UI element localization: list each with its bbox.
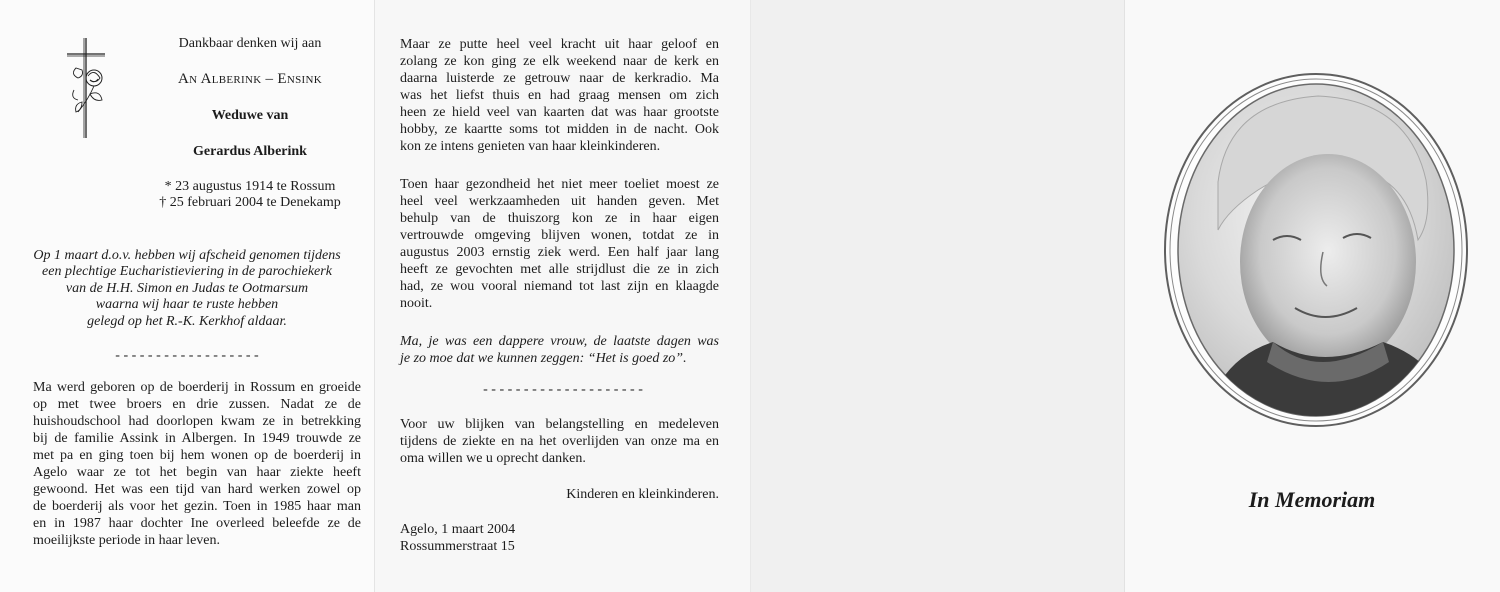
quote-line: je zo moe dat we kunnen zeggen: “Het is goed zo”. bbox=[400, 351, 687, 366]
funeral-line: een plechtige Eucharistieviering in de parochiekerk bbox=[42, 264, 332, 279]
text-line: daarna luisterde ze getrouw naar de kerkradio. Ma bbox=[400, 71, 719, 86]
thanks-line: Voor uw blijken van belangstelling en medeleven bbox=[400, 417, 719, 432]
bio-line: Ma werd geboren op de boerderij in Rossum en groeide bbox=[33, 380, 361, 395]
card-panel-left bbox=[0, 0, 374, 592]
bio-line: Agelo waar ze tot het begin van haar ziekte heeft bbox=[33, 465, 361, 480]
funeral-line: van de H.H. Simon en Judas te Ootmarsum bbox=[65, 281, 309, 296]
birth-line: * 23 augustus 1914 te Rossum bbox=[164, 179, 336, 194]
cover-title: In Memoriam bbox=[1248, 487, 1376, 512]
funeral-line: waarna wij haar te ruste hebben bbox=[95, 297, 279, 312]
text-line: kon ze intens genieten van haar kleinkinderen. bbox=[400, 139, 661, 154]
place-date: Agelo, 1 maart 2004 bbox=[400, 522, 516, 537]
text-line: Maar ze putte heel veel kracht uit haar geloof en bbox=[400, 37, 719, 52]
text-line: nooit. bbox=[400, 296, 433, 311]
divider: - - - - - - - - - - - - - - - - - - - - bbox=[483, 382, 643, 397]
thanks-line: tijdens de ziekte en na het overlijden van onze ma en bbox=[400, 434, 719, 449]
signature: Kinderen en kleinkinderen. bbox=[566, 487, 719, 502]
text-line: hobby, ze kaartte soms tot midden in de nacht. Ook bbox=[400, 122, 719, 137]
quote-line: Ma, je was een dappere vrouw, de laatste dagen was bbox=[400, 334, 719, 349]
bio-line: moeilijkste periode in haar leven. bbox=[33, 533, 220, 548]
text-line: zolang ze kon ging ze elk weekend naar de kerk en bbox=[400, 54, 719, 69]
text-line: heeft ze gevochten met alle strijdlust die ze in zich bbox=[400, 262, 719, 277]
text-line: vertrouwde omgeving blijven wonen, totdat ze in bbox=[400, 228, 719, 243]
divider: - - - - - - - - - - - - - - - - - - bbox=[115, 348, 259, 363]
text-line: behulp van de thuiszorg kon ze in haar eigen bbox=[400, 211, 719, 226]
biography-paragraph bbox=[33, 379, 361, 549]
deceased-name: An Alberink – Ensink bbox=[178, 71, 322, 87]
card-panel-middle bbox=[374, 0, 750, 592]
thanks-line: oma willen we u oprecht danken. bbox=[400, 451, 586, 466]
intro-line: Dankbaar denken wij aan bbox=[178, 36, 322, 51]
bio-line: en in 1987 haar dochter Ine overleed beleefde ze de bbox=[33, 516, 361, 531]
text-line: augustus 2003 ernstig ziek werd. Een half jaar lang bbox=[400, 245, 719, 260]
text-line: was het liefst thuis en had graag mensen om zich bbox=[400, 88, 719, 103]
funeral-line: gelegd op het R.-K. Kerkhof aldaar. bbox=[87, 314, 287, 329]
death-line: † 25 februari 2004 te Denekamp bbox=[159, 195, 341, 210]
portrait-photo bbox=[1163, 72, 1469, 428]
text-line: had, ze wou vooral niemand tot last zijn en klaagde bbox=[400, 279, 719, 294]
text-line: heen ze hield veel van kaarten dat was haar grootste bbox=[400, 105, 719, 120]
card-panel-blank bbox=[750, 0, 1124, 592]
bio-line: huishoudschool had doorlopen kwam ze in betrekking bbox=[33, 414, 361, 429]
paragraph-illness bbox=[400, 176, 719, 312]
quote-paragraph bbox=[400, 333, 719, 367]
bio-line: de boerderij als voor het gezin. Toen in 1985 haar man bbox=[33, 499, 361, 514]
bio-line: bij de familie Assink in Albergen. In 1949 trouwde ze bbox=[33, 431, 361, 446]
funeral-line: Op 1 maart d.o.v. hebben wij afscheid genomen tijdens bbox=[33, 248, 341, 263]
address: Rossummerstraat 15 bbox=[400, 539, 515, 554]
paragraph-faith bbox=[400, 36, 719, 155]
husband-name: Gerardus Alberink bbox=[193, 144, 307, 159]
text-line: Toen haar gezondheid het niet meer toeliet moest ze bbox=[400, 177, 719, 192]
text-line: heel veel werkzaamheden uit handen geven. Met bbox=[400, 194, 719, 209]
bio-line: met pa en ging toen bij hem wonen op de boerderij in bbox=[33, 448, 361, 463]
bio-line: op met twee broers en drie zussen. Nadat ze de bbox=[33, 397, 361, 412]
cross-with-rose-icon bbox=[64, 36, 108, 140]
bio-line: gewoond. Het was een tijd van hard werken zowel op bbox=[33, 482, 361, 497]
thanks-paragraph bbox=[400, 416, 719, 467]
widow-label: Weduwe van bbox=[211, 108, 289, 123]
